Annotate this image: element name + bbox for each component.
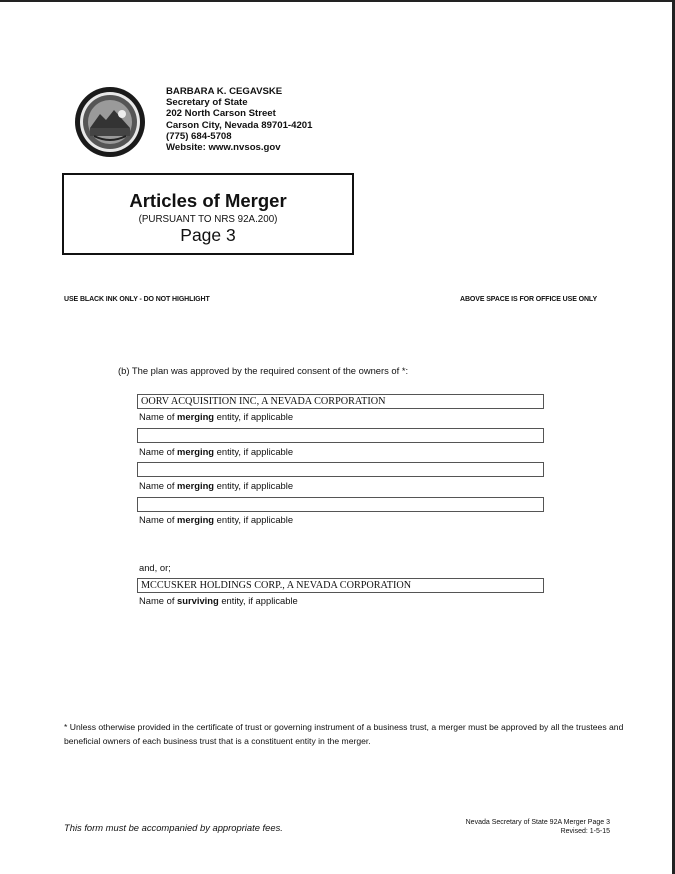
ink-instruction: USE BLACK INK ONLY - DO NOT HIGHLIGHT: [64, 296, 210, 303]
surviving-entity-field[interactable]: MCCUSKER HOLDINGS CORP., A NEVADA CORPORATION: [137, 578, 544, 593]
and-or-label: and, or;: [139, 562, 171, 573]
phone-number: (775) 684-5708: [166, 130, 232, 142]
form-title: Articles of Merger: [129, 190, 287, 211]
merging-entity-caption-2: Name of merging entity, if applicable: [139, 446, 294, 457]
secretary-of-state-address: [166, 86, 312, 153]
merging-entity-field-1[interactable]: OORV ACQUISITION INC, A NEVADA CORPORATION: [137, 394, 544, 409]
fees-notice: This form must be accompanied by appropriate fees.: [64, 822, 283, 833]
nevada-state-seal-icon: [74, 86, 146, 158]
address-city: Carson City, Nevada 89701-4201: [166, 119, 313, 131]
plan-approval-statement: (b) The plan was approved by the required consent of the owners of *:: [118, 365, 409, 376]
merging-entity-field-2[interactable]: [137, 428, 544, 443]
secretary-office: Secretary of State: [166, 97, 248, 109]
website: Website: www.nvsos.gov: [166, 142, 281, 154]
form-page-number: Page 3: [180, 225, 236, 245]
office-use-note: ABOVE SPACE IS FOR OFFICE USE ONLY: [460, 296, 598, 303]
form-identifier: Nevada Secretary of State 92A Merger Page 3: [465, 819, 610, 826]
scan-edge-top: [0, 0, 675, 2]
merging-entity-caption-1: Name of merging entity, if applicable: [139, 411, 294, 422]
merging-entity-caption-3: Name of merging entity, if applicable: [139, 480, 294, 491]
merging-entity-field-4[interactable]: [137, 497, 544, 512]
surviving-entity-caption: Name of surviving entity, if applicable: [139, 595, 298, 606]
revision-date: Revised: 1-5-15: [560, 828, 610, 835]
merging-entity-field-3[interactable]: [137, 462, 544, 477]
form-footer-id: [430, 818, 610, 836]
address-street: 202 North Carson Street: [166, 108, 276, 120]
form-statute: (PURSUANT TO NRS 92A.200): [138, 214, 278, 225]
merging-entity-caption-4: Name of merging entity, if applicable: [139, 514, 294, 525]
secretary-name: BARBARA K. CEGAVSKE: [166, 86, 283, 97]
form-title-box: [62, 173, 354, 255]
business-trust-footnote: * Unless otherwise provided in the certificate of trust or governing instrument of a business trust, a merger must be approved by all the trustees and beneficial owners of each business trust that is a constituent entity in the merger.: [64, 722, 624, 746]
